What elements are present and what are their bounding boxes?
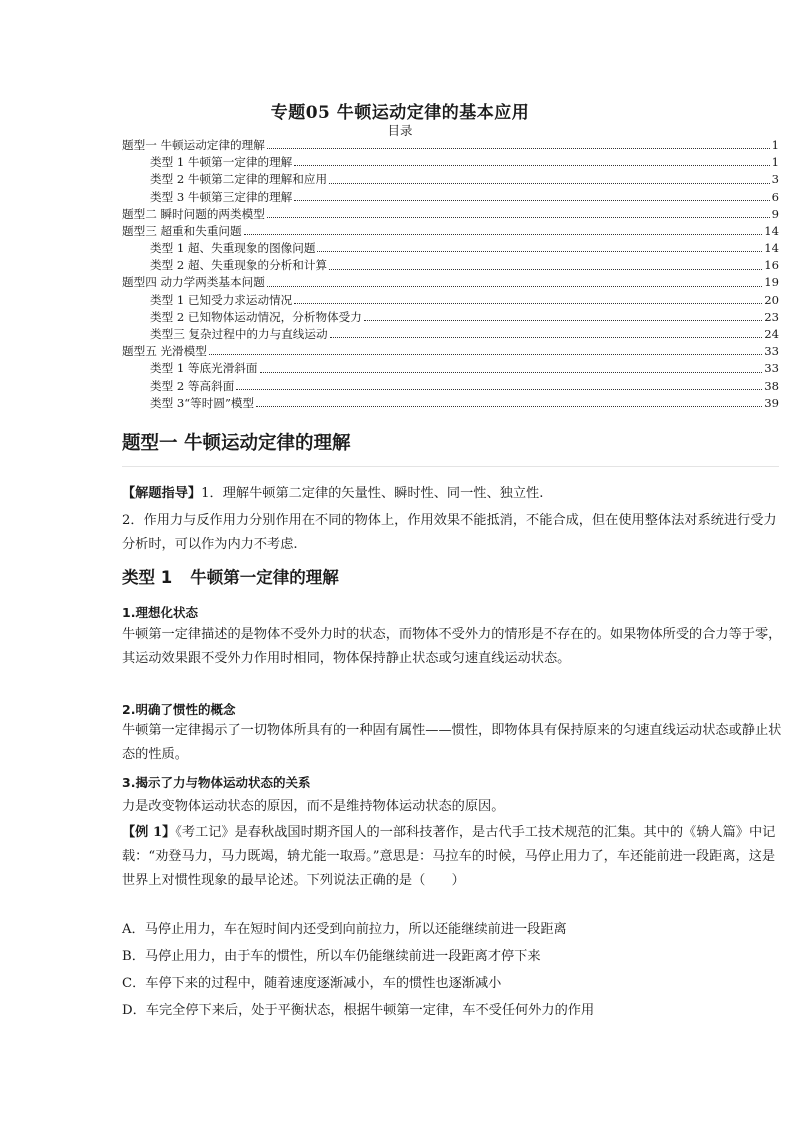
type-label: 类型 1 [122,568,173,587]
toc-entry-label: 题型三 超重和失重问题 [122,223,242,238]
tip-label: 【解题指导】 [122,486,202,501]
toc-dot-leader [294,303,762,304]
toc-entry-page: 39 [764,395,779,410]
toc-entry[interactable] [122,395,779,412]
toc-dot-leader [267,286,762,287]
toc-entry[interactable] [122,257,779,274]
toc-entry-label: 题型五 光滑模型 [122,344,207,359]
paragraph-3: 力是改变物体运动状态的原因，而不是维持物体运动状态的原因。 [122,799,505,814]
tip-text-1: 1．理解牛顿第二定律的矢量性、瞬时性、同一性、独立性. [201,486,544,501]
toc-entry-label: 类型 1 已知受力求运动情况 [150,292,293,307]
toc-entry-label: 题型四 动力学两类基本问题 [122,275,265,290]
paragraph-1: 牛顿第一定律描述的是物体不受外力时的状态，而物体不受外力的情形是不存在的。如果物体所受的合力等于零，其运动效果跟不受外力作用时相同，物体保持静止状态或匀速直线运动状态。 [122,627,782,666]
toc-dot-leader [244,234,763,235]
toc-entry-label: 类型 1 等底光滑斜面 [150,361,258,376]
paragraph-2: 牛顿第一定律揭示了一切物体所具有的一种固有属性——惯性，即物体具有保持原来的匀速直线运动状态或静止状态的性质。 [122,723,782,762]
toc-entry-page: 23 [764,309,779,324]
toc-entry-label: 类型 2 已知物体运动情况，分析物体受力 [150,309,362,324]
toc-entry-label: 类型 1 超、失重现象的图像问题 [150,241,316,256]
toc-dot-leader [317,251,762,252]
option-a: A．马停止用力，车在短时间内还受到向前拉力，所以还能继续前进一段距离 [122,922,567,937]
toc-dot-leader [294,200,769,201]
type-heading [122,564,339,588]
toc-entry-label: 类型三 复杂过程中的力与直线运动 [150,327,328,342]
toc-entry-page: 19 [764,275,779,290]
toc-entry-page: 16 [764,258,779,273]
toc-entry[interactable] [122,292,779,309]
option-c: C．车停下来的过程中，随着速度逐渐减小，车的惯性也逐渐减小 [122,976,502,991]
toc-dot-leader [294,165,769,166]
toc-entry[interactable] [122,360,779,377]
toc-entry-label: 类型 1 牛顿第一定律的理解 [150,155,293,170]
subheading-2: 2.明确了惯性的概念 [122,702,236,717]
toc-entry-page: 38 [764,378,779,393]
option-d: D．车完全停下来后，处于平衡状态，根据牛顿第一定律，车不受任何外力的作用 [122,1003,595,1018]
toc-entry-page: 33 [764,361,779,376]
subheading-1: 1.理想化状态 [122,605,198,620]
option-b: B．马停止用力，由于车的惯性，所以车仍能继续前进一段距离才停下来 [122,949,541,964]
toc-entry-page: 1 [771,137,779,152]
toc-dot-leader [329,183,770,184]
toc-dot-leader [364,320,762,321]
toc-entry[interactable] [122,189,779,206]
example-label: 【例 1】 [122,825,176,840]
table-of-contents [122,137,779,412]
toc-dot-leader [209,354,762,355]
toc-entry[interactable] [122,275,779,292]
toc-entry[interactable] [122,240,779,257]
toc-entry[interactable] [122,378,779,395]
toc-entry-page: 6 [771,189,779,204]
toc-dot-leader [329,269,762,270]
tip-paragraph-2: 2．作用力与反作用力分别作用在不同的物体上，作用效果不能抵消，不能合成，但在使用整体法对系统进行受力分析时，可以作为内力不考虑. [122,513,777,552]
tip-paragraph-1 [122,482,782,506]
toc-entry-page: 9 [771,206,779,221]
toc-entry-label: 类型 2 等高斜面 [150,378,235,393]
section-divider [122,466,779,467]
toc-entry[interactable] [122,309,779,326]
toc-entry-label: 题型一 牛顿运动定律的理解 [122,137,265,152]
toc-entry-page: 14 [764,241,779,256]
toc-entry-page: 14 [764,223,779,238]
example-1 [122,821,782,893]
example-text: 《考工记》是春秋战国时期齐国人的一部科技著作，是古代手工技术规范的汇集。其中的《辀人篇》中记载：“劝登马力，马力既竭，辀尤能一取焉。”意思是：马拉车的时候，马停止用力了，车还能前进一段距离，这是世界上对惯性现象的最早论述。下列说法正确的是（ ） [122,825,776,888]
toc-entry-label: 类型 3“等时圆”模型 [150,395,255,410]
toc-entry-label: 题型二 瞬时问题的两类模型 [122,206,265,221]
toc-entry[interactable] [122,137,779,154]
toc-entry[interactable] [122,171,779,188]
toc-entry[interactable] [122,326,779,343]
toc-entry-label: 类型 3 牛顿第三定律的理解 [150,189,293,204]
toc-dot-leader [260,372,763,373]
section-heading: 题型一 牛顿运动定律的理解 [122,433,351,454]
toc-entry[interactable] [122,343,779,360]
toc-dot-leader [256,406,762,407]
toc-dot-leader [236,389,762,390]
type-title: 牛顿第一定律的理解 [190,568,339,587]
toc-entry-page: 3 [771,172,779,187]
toc-dot-leader [267,148,770,149]
toc-entry-page: 1 [771,155,779,170]
toc-entry-page: 33 [764,344,779,359]
document-title: 专题05 牛顿运动定律的基本应用 [270,103,530,123]
toc-entry[interactable] [122,206,779,223]
toc-entry-label: 类型 2 超、失重现象的分析和计算 [150,258,328,273]
toc-dot-leader [330,337,763,338]
toc-entry[interactable] [122,154,779,171]
toc-entry-page: 24 [764,327,779,342]
subheading-3: 3.揭示了力与物体运动状态的关系 [122,775,311,790]
toc-entry-page: 20 [764,292,779,307]
toc-dot-leader [267,217,770,218]
toc-entry-label: 类型 2 牛顿第二定律的理解和应用 [150,172,328,187]
toc-entry[interactable] [122,223,779,240]
toc-heading: 目录 [387,123,413,138]
